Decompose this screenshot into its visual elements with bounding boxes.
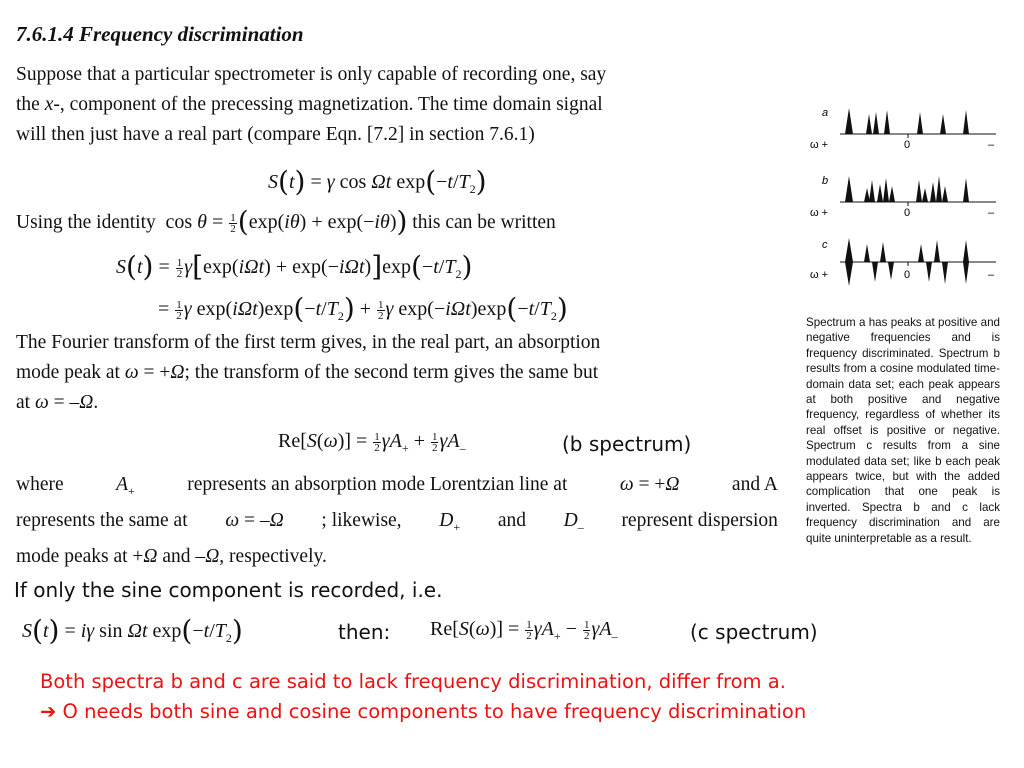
intro-line-1: Suppose that a particular spectrometer is only capable of recording one, say — [16, 64, 607, 85]
fourier-paragraph — [16, 328, 781, 418]
axis-b-left: ω + — [810, 207, 829, 219]
sine-component-line: If only the sine component is recorded, i.e. — [14, 578, 443, 602]
red-conclusion-line-2 — [40, 700, 806, 723]
axis-c-zero: 0 — [904, 269, 911, 281]
identity-line — [16, 205, 556, 238]
red-conclusion-line-1: Both spectra b and c are said to lack frequency discrimination, differ from a. — [40, 670, 786, 693]
identity-text-after: this can be written — [412, 212, 556, 233]
equation-expanded-2: = $\frac{1}{2}$ γ $\exp(i\Omega t)\exp(-t/T_2)$ + $\frac{1}{2}$ γ $\exp(-i\Omega t)\exp(-t/T_2)$ — [158, 292, 568, 325]
spectrum-b — [840, 176, 996, 202]
axis-c-left: ω + — [810, 269, 829, 281]
axis-a-left: ω + — [810, 139, 829, 151]
fourier-line-1: The Fourier transform of the first term gives, in the real part, an absorption — [16, 332, 601, 353]
then-label: then: — [338, 620, 391, 644]
red-conclusion-text: O needs both sine and cosine components to have frequency discrimination — [62, 700, 807, 723]
spectra-figure — [800, 98, 1010, 288]
b-spectrum-label: (b spectrum) — [562, 432, 692, 456]
spectrum-a-label: a — [822, 107, 829, 119]
spectrum-c — [840, 238, 996, 286]
identity-equation: cos θ = $\frac{1}{2}$ (exp(iθ) + exp(−iθ)) — [165, 205, 408, 238]
equation-signal: S(t) = γ cos Ωt $\exp(-t/T_2)$ — [268, 165, 487, 198]
where-line-3: mode peaks at +Ω and –Ω, respectively. — [16, 546, 327, 567]
intro-line-2: the x-, component of the precessing magnetization. The time domain signal — [16, 94, 603, 115]
spectrum-a — [840, 108, 996, 134]
axis-c-right: – — [988, 269, 995, 281]
where-paragraph — [16, 470, 778, 572]
where-line-1: where $A_+$ represents an absorption mode Lorentzian line at ω = +Ω and A — [16, 474, 778, 498]
axis-b-zero: 0 — [904, 207, 911, 219]
spectrum-b-label: b — [822, 175, 829, 187]
equation-sine-signal: S(t) = iγ sin Ωt $\exp(-t/T_2)$ — [22, 614, 243, 647]
intro-line-3: will then just have a real part (compare Eqn. [7.2] in section 7.6.1) — [16, 124, 535, 145]
equation-expanded-1: S(t) = $\frac{1}{2}$ $\gamma[\exp(i\Omega t) + \exp(-i\Omega t)]\exp(-t/T_2)$ — [116, 250, 473, 283]
section-title: Frequency discrimination — [79, 22, 304, 46]
section-heading — [16, 22, 304, 47]
fourier-line-2: mode peak at ω = +Ω; the transform of the second term gives the same but — [16, 362, 599, 383]
arrow-icon: ➔ — [40, 700, 57, 723]
spectrum-c-label: c — [822, 239, 828, 251]
fourier-line-3: at ω = –Ω. — [16, 392, 99, 413]
axis-a-right: – — [988, 139, 995, 151]
section-number: 7.6.1.4 — [16, 22, 74, 46]
equation-b-spectrum: Re[S(ω)] = $\frac{1}{2}$ $\gamma A_+$ + $\frac{1}{2}$ $\gamma A_-$ — [278, 430, 466, 455]
figure-caption: Spectrum a has peaks at positive and negative frequencies and is frequency discriminated. Spectrum b results from a cosine modulated time-domain data set; each peak appears at both positive and negative frequency, regardless of whether its real offset is positive or negative. Spectrum c results from a sine modulated data set; like b each peak appears twice, but with the added complication that one peak is inverted. Spectra b and c lack frequency discrimination and are quite uninterpretable as a result. — [806, 316, 1000, 545]
identity-text-before: Using the identity — [16, 212, 156, 233]
intro-paragraph — [16, 60, 781, 150]
axis-b-right: – — [988, 207, 995, 219]
equation-c-spectrum: Re[S(ω)] = $\frac{1}{2}$ $\gamma A_+$ − $\frac{1}{2}$ $\gamma A_-$ — [430, 618, 618, 643]
axis-a-zero: 0 — [904, 139, 911, 151]
c-spectrum-label: (c spectrum) — [690, 620, 818, 644]
where-line-2: represents the same at ω = –Ω ; likewise, $D_+$ and $D_-$ represent dispersion — [16, 510, 778, 534]
